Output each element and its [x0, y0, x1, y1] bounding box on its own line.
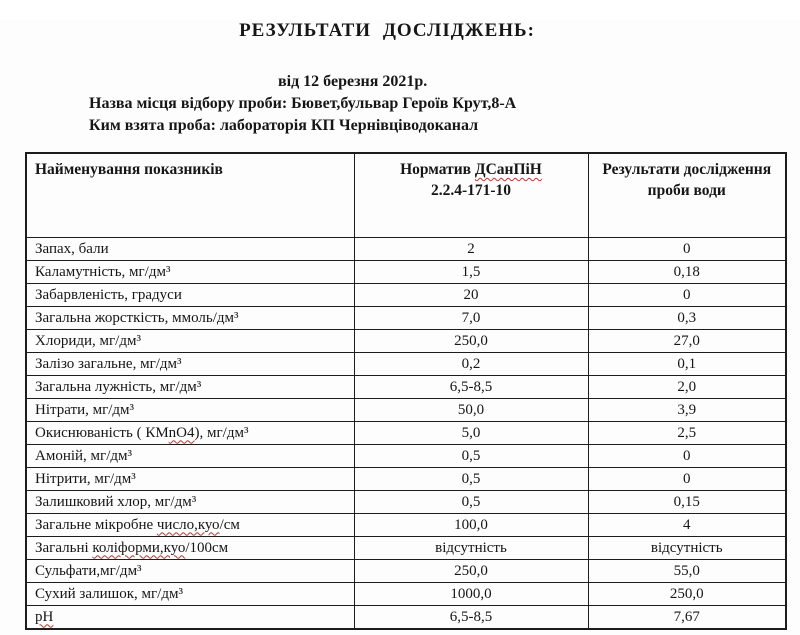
result-value-cell: 27,0: [588, 329, 786, 352]
result-value-cell: 55,0: [588, 559, 786, 582]
results-table: [25, 152, 787, 630]
table-row: [26, 605, 786, 629]
indicator-name-cell: Забарвленість, градуси: [26, 283, 354, 306]
indicator-name-cell: Хлориди, мг/дм³: [26, 329, 354, 352]
sample-location-line: Назва місця відбору проби: Бювет,бульвар Героїв Крут,8-А: [89, 95, 517, 112]
norm-value-cell: 250,0: [354, 559, 588, 582]
norm-value-cell: 20: [354, 283, 588, 306]
table-row: [26, 536, 786, 559]
norm-value-cell: 0,2: [354, 352, 588, 375]
result-value-cell: 0,15: [588, 490, 786, 513]
norm-value-cell: 0,5: [354, 444, 588, 467]
norm-value-cell: 0,5: [354, 490, 588, 513]
norm-value-cell: відсутність: [354, 536, 588, 559]
indicator-name-cell: Амоній, мг/дм³: [26, 444, 354, 467]
result-value-cell: 0: [588, 283, 786, 306]
table-row: [26, 582, 786, 605]
result-column-header: Результати дослідження проби води: [588, 153, 786, 237]
table-row: [26, 352, 786, 375]
result-value-cell: 0: [588, 467, 786, 490]
result-value-cell: 0,1: [588, 352, 786, 375]
indicator-name-cell: Сухий залишок, мг/дм³: [26, 582, 354, 605]
norm-value-cell: 2: [354, 237, 588, 260]
result-value-cell: 2,0: [588, 375, 786, 398]
sampled-by-line: Ким взята проба: лабораторія КП Чернівціводоканал: [89, 117, 479, 134]
indicator-name-cell: Окиснюваність ( КМnО4), мг/дм³: [26, 421, 354, 444]
indicator-name-cell: Нітрити, мг/дм³: [26, 467, 354, 490]
norm-value-cell: 1000,0: [354, 582, 588, 605]
indicator-name-cell: Запах, бали: [26, 237, 354, 260]
results-table-body: [26, 237, 786, 629]
spellcheck-underline: ДСанПіН: [474, 161, 542, 178]
table-row: [26, 444, 786, 467]
indicator-name-cell: Загальні коліформи,куо/100см: [26, 536, 354, 559]
indicator-name-cell: Загальна лужність, мг/дм³: [26, 375, 354, 398]
norm-column-header: Норматив ДСанПіН 2.2.4-171-10: [354, 153, 588, 237]
result-value-cell: 0: [588, 444, 786, 467]
table-row: [26, 375, 786, 398]
norm-value-cell: 250,0: [354, 329, 588, 352]
indicator-name-cell: Залишковий хлор, мг/дм³: [26, 490, 354, 513]
result-value-cell: 0: [588, 237, 786, 260]
document-header-block: [89, 71, 800, 137]
result-value-cell: відсутність: [588, 536, 786, 559]
table-row: [26, 398, 786, 421]
indicator-name-cell: Залізо загальне, мг/дм³: [26, 352, 354, 375]
spellcheck-underline: pH: [35, 608, 54, 625]
indicator-name-cell: Сульфати,мг/дм³: [26, 559, 354, 582]
table-row: [26, 260, 786, 283]
table-header-row: [26, 153, 786, 237]
norm-value-cell: 6,5-8,5: [354, 375, 588, 398]
norm-value-cell: 7,0: [354, 306, 588, 329]
indicator-name-cell: Каламутність, мг/дм³: [26, 260, 354, 283]
norm-value-cell: 50,0: [354, 398, 588, 421]
result-value-cell: 7,67: [588, 605, 786, 629]
norm-value-cell: 0,5: [354, 467, 588, 490]
table-row: [26, 513, 786, 536]
result-value-cell: 0,3: [588, 306, 786, 329]
indicator-name-cell: [26, 605, 354, 629]
norm-value-cell: 1,5: [354, 260, 588, 283]
result-value-cell: 3,9: [588, 398, 786, 421]
table-row: [26, 329, 786, 352]
norm-value-cell: 100,0: [354, 513, 588, 536]
result-value-cell: 0,18: [588, 260, 786, 283]
page-title: РЕЗУЛЬТАТИ ДОСЛІДЖЕНЬ:: [239, 20, 535, 41]
spellcheck-underline: число,куо: [156, 516, 220, 533]
norm-value-cell: 5,0: [354, 421, 588, 444]
table-row: [26, 306, 786, 329]
result-value-cell: 250,0: [588, 582, 786, 605]
document-page: [0, 20, 800, 635]
table-row: [26, 559, 786, 582]
table-row: [26, 490, 786, 513]
result-value-cell: 2,5: [588, 421, 786, 444]
table-row: [26, 421, 786, 444]
table-row: [26, 283, 786, 306]
date-line: від 12 березня 2021р.: [278, 73, 428, 90]
table-row: [26, 467, 786, 490]
result-value-cell: 4: [588, 513, 786, 536]
indicator-name-cell: Загальна жорсткість, ммоль/дм³: [26, 306, 354, 329]
indicator-column-header: Найменування показників: [26, 153, 354, 237]
table-row: [26, 237, 786, 260]
spellcheck-underline: nО4: [168, 424, 195, 441]
indicator-name-cell: Нітрати, мг/дм³: [26, 398, 354, 421]
norm-value-cell: 6,5-8,5: [354, 605, 588, 629]
spellcheck-underline: коліформи,куо: [92, 539, 186, 556]
indicator-name-cell: Загальне мікробне число,куо/см: [26, 513, 354, 536]
